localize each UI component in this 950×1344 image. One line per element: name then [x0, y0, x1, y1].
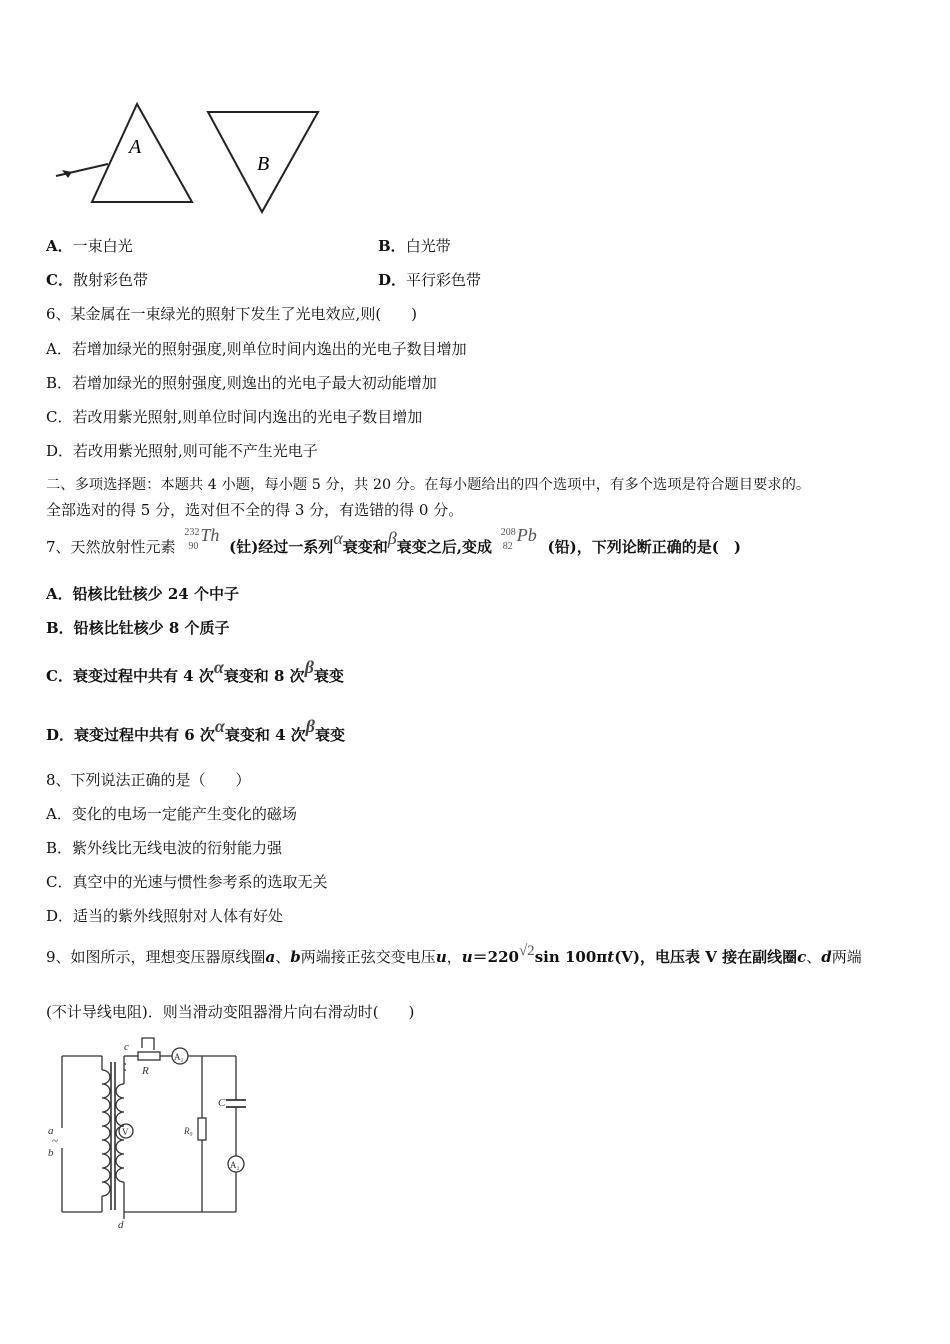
section2-line2: 全部选对的得 5 分，选对但不全的得 3 分，有选错的得 0 分。	[46, 501, 464, 519]
rheostat-r	[138, 1052, 160, 1060]
q7-stem: 7、天然放射性元素 232 90 Th (钍)经过一系列α衰变和β衰变之后,变成 208 82 Pb (铅)，下列论断正确的是( )	[46, 525, 741, 556]
resistor-r0-label: R₀	[184, 1126, 193, 1136]
q6-stem: 6、某金属在一束绿光的照射下发生了光电效应,则( )	[46, 305, 418, 323]
ac-source-tilde: ~	[52, 1135, 58, 1147]
q6-option-d[interactable]: D．若改用紫光照射,则可能不产生光电子	[46, 442, 318, 460]
q8-option-d[interactable]: D．适当的紫外线照射对人体有好处	[46, 907, 284, 925]
th-atomic-number: 90	[188, 541, 199, 552]
rheostat-slider	[142, 1038, 154, 1050]
q7-option-b[interactable]: B．铅核比钍核少 8 个质子	[46, 619, 230, 637]
alpha-symbol: α	[333, 528, 343, 548]
q7-option-d[interactable]: D．衰变过程中共有 6 次α衰变和 4 次β衰变	[46, 716, 345, 744]
th-mass-number: 232	[184, 527, 200, 538]
beta-symbol: β	[387, 528, 397, 548]
ammeter-a2-label: A₂	[230, 1160, 240, 1170]
terminal-a-label: a	[48, 1125, 54, 1137]
beta-symbol: β	[304, 657, 314, 677]
q9-stem-line2: (不计导线电阻)．则当滑动变阻器滑片向右滑动时( )	[46, 1003, 415, 1021]
th-symbol: Th	[200, 525, 220, 545]
rheostat-label: R	[142, 1065, 149, 1077]
q8-stem: 8、下列说法正确的是（ ）	[46, 771, 251, 789]
capacitor-label: C	[218, 1097, 226, 1109]
primary-coil	[102, 1070, 110, 1196]
pb-mass-number: 208	[500, 527, 516, 538]
q5-option-c[interactable]: C．散射彩色带	[46, 271, 148, 289]
q5-option-d[interactable]: D．平行彩色带	[378, 271, 482, 289]
ammeter-a1-label: A₁	[174, 1052, 184, 1062]
sqrt-two: √2	[518, 943, 535, 959]
q5-option-b[interactable]: B．白光带	[378, 237, 451, 255]
pb-atomic-number: 82	[502, 541, 513, 552]
q6-option-a[interactable]: A．若增加绿光的照射强度,则单位时间内逸出的光电子数目增加	[46, 340, 467, 358]
alpha-symbol: α	[214, 716, 225, 736]
q6-option-b[interactable]: B．若增加绿光的照射强度,则逸出的光电子最大初动能增加	[46, 374, 437, 392]
prism-figure	[50, 98, 330, 218]
alpha-symbol: α	[213, 657, 224, 677]
prism-a-label: A	[129, 136, 142, 158]
incident-ray	[56, 164, 108, 176]
q8-option-a[interactable]: A．变化的电场一定能产生变化的磁场	[46, 805, 297, 823]
q5-option-a[interactable]: A．一束白光	[46, 237, 133, 255]
beta-symbol: β	[305, 716, 315, 736]
circuit-diagram	[42, 1034, 252, 1230]
terminal-b-label: b	[48, 1147, 54, 1159]
q8-option-c[interactable]: C．真空中的光速与惯性参考系的选取无关	[46, 873, 328, 891]
section2-line1: 二、多项选择题：本题共 4 小题，每小题 5 分，共 20 分。在每小题给出的四个选项中，有多个选项是符合题目要求的。	[46, 477, 811, 493]
q6-option-c[interactable]: C．若改用紫光照射,则单位时间内逸出的光电子数目增加	[46, 408, 423, 426]
q8-option-b[interactable]: B．紫外线比无线电波的衍射能力强	[46, 839, 283, 857]
prism-b-label: B	[257, 153, 270, 175]
terminal-c-label: c	[124, 1041, 129, 1053]
q7-option-a[interactable]: A．铅核比钍核少 24 个中子	[46, 585, 239, 603]
q7-option-c[interactable]: C．衰变过程中共有 4 次α衰变和 8 次β衰变	[46, 657, 344, 685]
prism-a	[92, 104, 192, 202]
resistor-r0	[198, 1118, 206, 1140]
terminal-d-label: d	[118, 1219, 124, 1230]
q9-stem: 9、如图所示，理想变压器原线圈a、b两端接正弦交变电压u，u＝220√2sin 100πt(V)，电压表 V 接在副线圈c、d两端	[46, 943, 862, 966]
pb-symbol: Pb	[516, 525, 537, 545]
voltmeter-label: V	[122, 1127, 129, 1137]
